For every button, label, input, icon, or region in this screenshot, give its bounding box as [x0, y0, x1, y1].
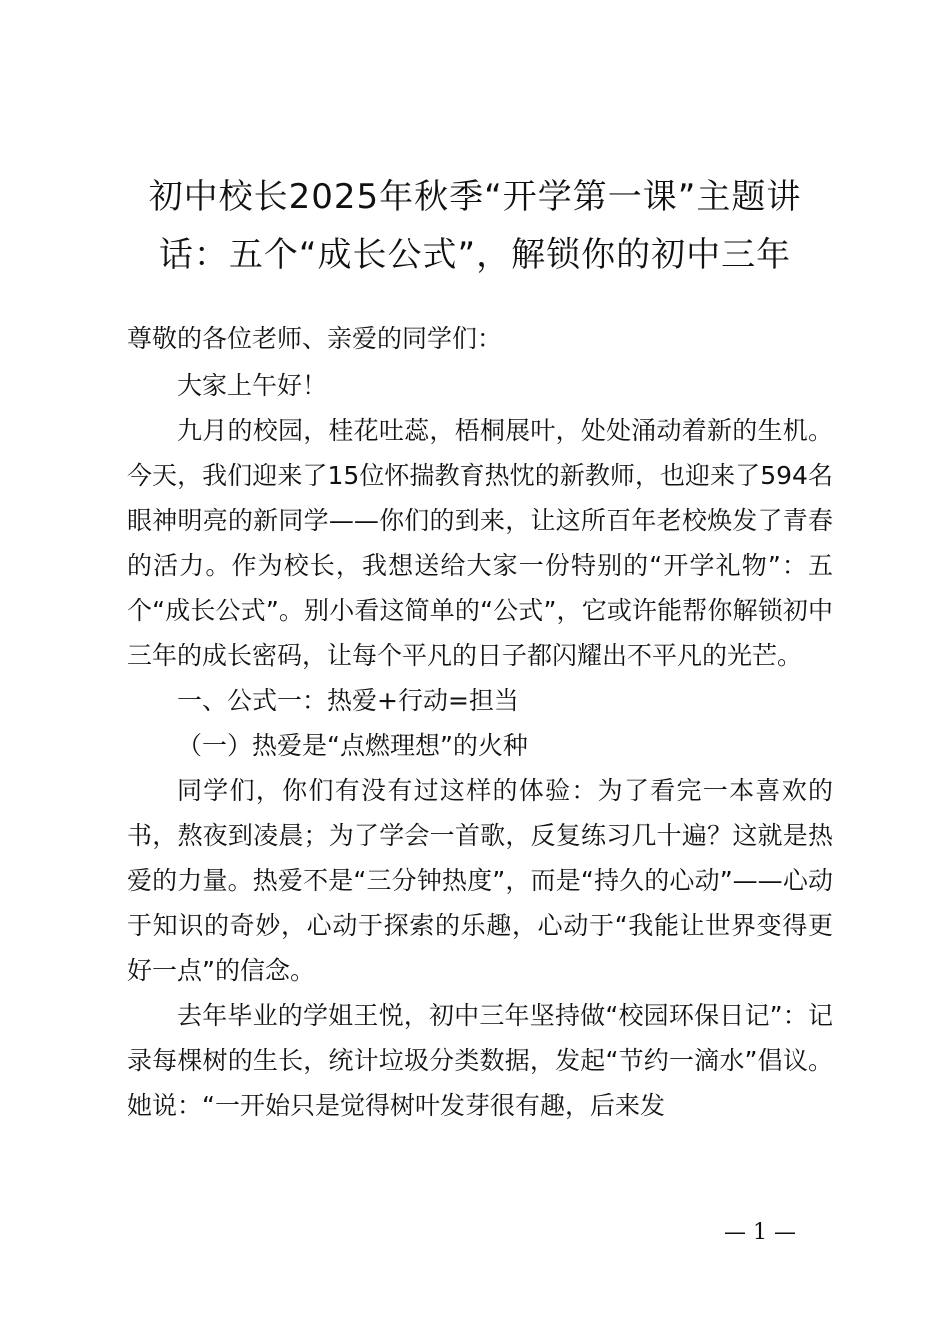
page-number: — 1 —: [724, 1220, 796, 1245]
title-line-2: 话：五个“成长公式”，解锁你的初中三年: [158, 235, 792, 275]
document-body: [127, 316, 833, 1128]
document-title: [120, 168, 830, 284]
subsection-heading-passion: （一）热爱是“点燃理想”的火种: [177, 731, 528, 760]
paragraph-passion: 同学们，你们有没有过这样的体验：为了看完一本喜欢的书，熬夜到凌晨；为了学会一首歌，反复练习几十遍？这就是热爱的力量。热爱不是“三分钟热度”，而是“持久的心动”——心动于知识的奇妙，心动于探索的乐趣，心动于“我能让世界变得更好一点”的信念。: [127, 776, 833, 985]
greeting: 大家上午好！: [177, 371, 328, 400]
section-heading-formula-1: 一、公式一：热爱+行动=担当: [177, 686, 519, 715]
title-line-1: 初中校长2025年秋季“开学第一课”主题讲: [148, 177, 802, 217]
paragraph-intro: 九月的校园，桂花吐蕊，梧桐展叶，处处涌动着新的生机。今天，我们迎来了15位怀揣教育热忱的新教师，也迎来了594名眼神明亮的新同学——你们的到来，让这所百年老校焕发了青春的活力。作为校长，我想送给大家一份特别的“开学礼物”：五个“成长公式”。别小看这简单的“公式”，它或许能帮你解锁初中三年的成长密码，让每个平凡的日子都闪耀出不平凡的光芒。: [127, 416, 833, 670]
paragraph-example: 去年毕业的学姐王悦，初中三年坚持做“校园环保日记”：记录每棵树的生长，统计垃圾分类数据，发起“节约一滴水”倡议。她说：“一开始只是觉得树叶发芽很有趣，后来发: [127, 1001, 833, 1120]
salutation: 尊敬的各位老师、亲爱的同学们：: [127, 324, 503, 353]
